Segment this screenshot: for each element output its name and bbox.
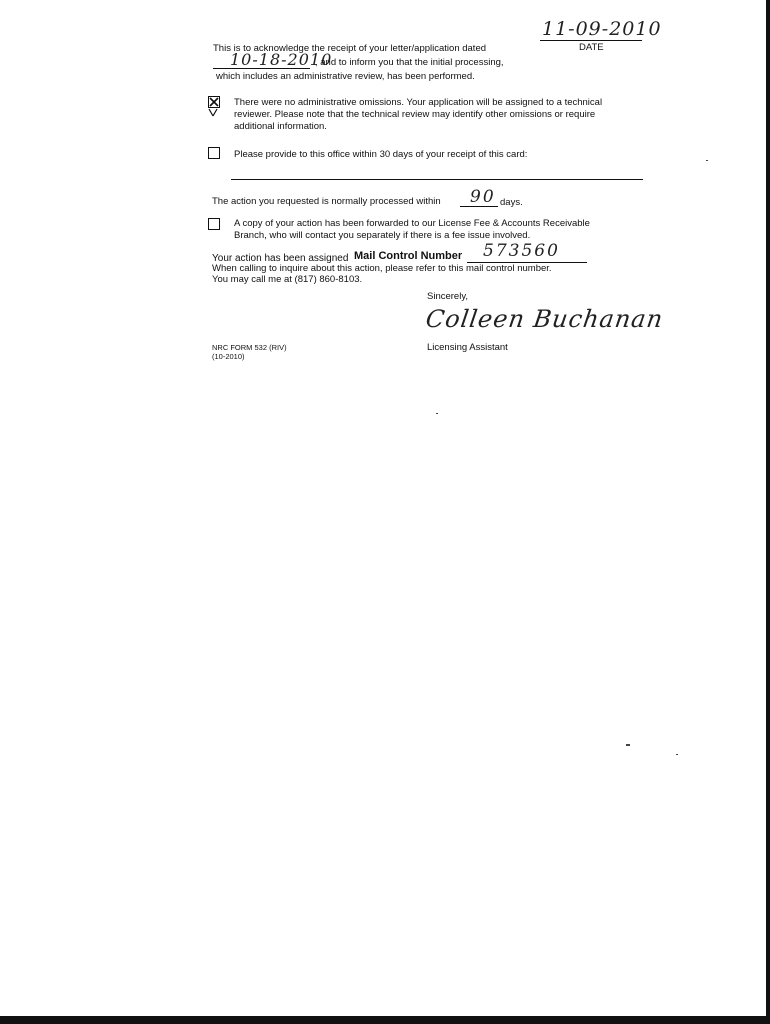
sincerely: Sincerely, xyxy=(427,291,469,302)
days-underline xyxy=(460,206,498,207)
scan-speck xyxy=(706,160,708,161)
scan-edge-bottom xyxy=(0,1016,770,1024)
checkmark-x-icon xyxy=(209,97,219,107)
intro-line-3: which includes an administrative review, has been performed. xyxy=(216,71,475,82)
scan-edge-right xyxy=(766,0,770,1024)
days-handwritten: 90 xyxy=(470,187,496,207)
provide-info-text: Please provide to this office within 30 days of your receipt of this card: xyxy=(234,149,528,160)
fee-text-1: A copy of your action has been forwarded to our License Fee & Accounts Receivable xyxy=(234,218,590,229)
no-omissions-text-1: There were no administrative omissions. Your application will be assigned to a technical xyxy=(234,97,603,108)
intro-line-2: , and to inform you that the initial processing, xyxy=(315,57,504,68)
dated-underline xyxy=(213,68,310,69)
date-label: DATE xyxy=(579,42,604,53)
form-number: NRC FORM 532 (RIV) xyxy=(212,343,287,352)
signer-title: Licensing Assistant xyxy=(427,342,508,353)
control-number-handwritten: 573560 xyxy=(483,241,560,261)
provide-info-checkbox[interactable] xyxy=(208,147,220,159)
scan-speck xyxy=(676,754,678,755)
mail-control-label: Mail Control Number xyxy=(354,250,463,262)
control-line-3: You may call me at (817) 860-8103. xyxy=(212,274,363,285)
no-omissions-text-2: reviewer. Please note that the technical review may identify other omissions or require xyxy=(234,109,596,120)
fee-text-2: Branch, who will contact you separately if there is a fee issue involved. xyxy=(234,230,531,241)
scan-speck xyxy=(436,413,438,414)
date-handwritten: 11-09-2010 xyxy=(542,18,662,40)
dated-handwritten: 10-18-2010 xyxy=(230,50,333,69)
intro-line-1: This is to acknowledge the receipt of your letter/application dated xyxy=(213,43,487,54)
provide-info-line xyxy=(231,179,643,180)
signature: Colleen Buchanan xyxy=(424,305,666,333)
control-line-2: When calling to inquire about this action, please refer to this mail control number. xyxy=(212,263,552,274)
fee-checkbox[interactable] xyxy=(208,218,220,230)
scan-speck xyxy=(626,744,630,746)
processing-text-after: days. xyxy=(500,197,523,208)
no-omissions-checkbox[interactable] xyxy=(208,96,220,108)
date-underline xyxy=(540,40,642,41)
processing-text-before: The action you requested is normally processed within xyxy=(212,196,441,207)
form-date: (10-2010) xyxy=(212,352,245,361)
no-omissions-text-3: additional information. xyxy=(234,121,327,132)
control-text-before: Your action has been assigned xyxy=(212,253,349,264)
check-tail-icon xyxy=(206,108,222,118)
